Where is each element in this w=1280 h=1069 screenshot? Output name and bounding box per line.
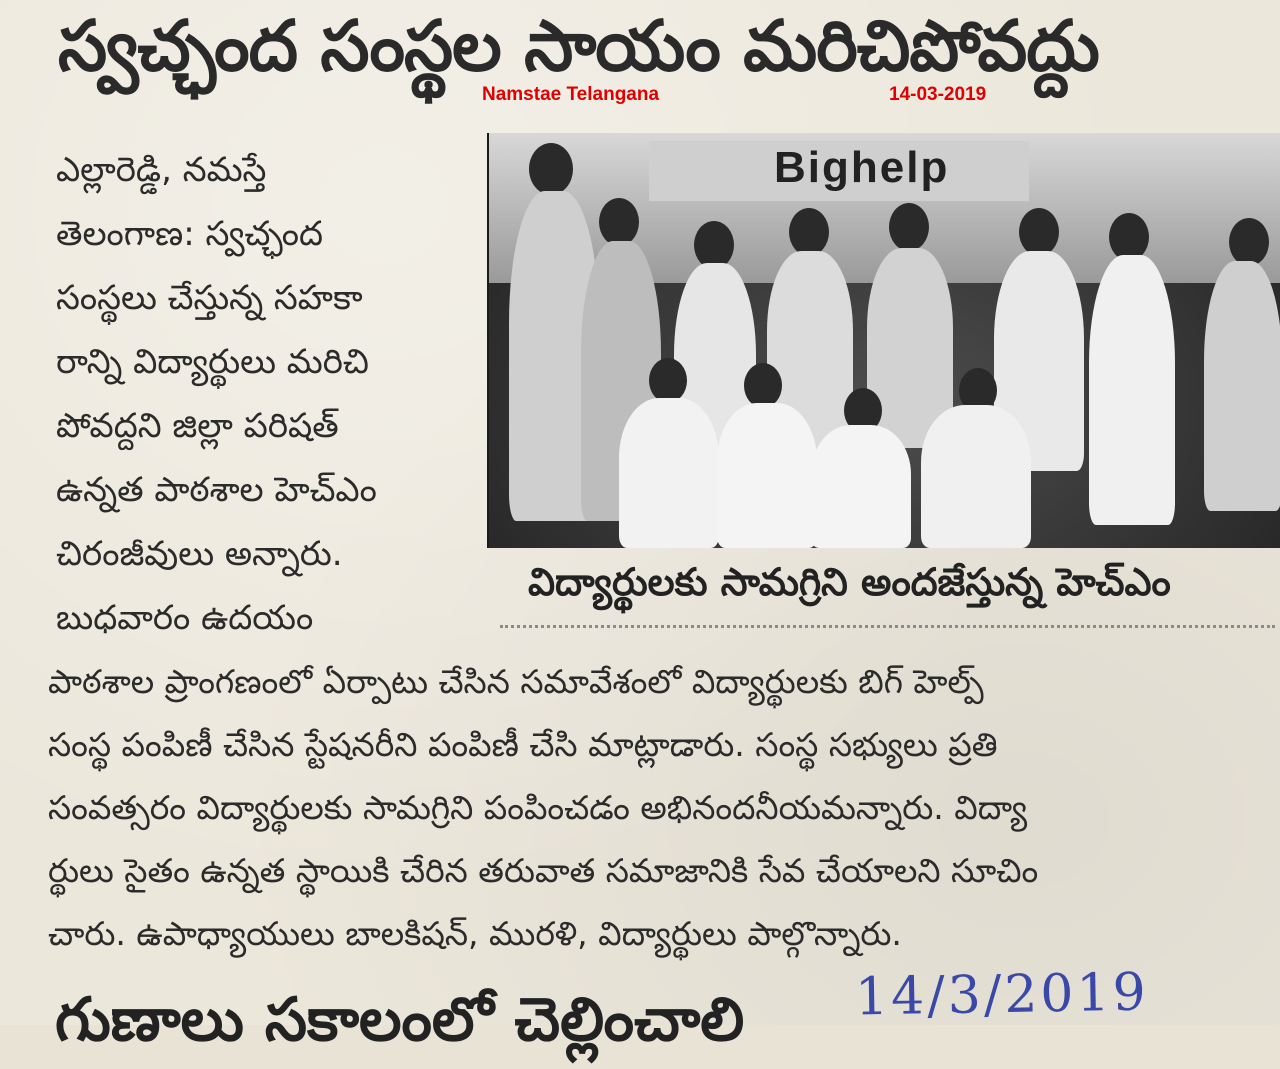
next-article-headline: గుణాలు సకాలంలో చెల్లించాలి	[55, 985, 745, 1055]
figure-body	[921, 405, 1031, 548]
figure-head	[1229, 218, 1269, 266]
figure-head	[1019, 208, 1059, 256]
divider-dots	[500, 625, 1275, 628]
body-line: సంవత్సరం విద్యార్థులకు సామగ్రిని పంపించడం అభినందనీయమన్నారు. విద్యా	[48, 788, 1028, 827]
figure-body	[619, 398, 719, 548]
source-label: Namstae Telangana	[482, 84, 660, 105]
figure-head	[1109, 213, 1149, 261]
article-headline: స్వచ్ఛంద సంస్థల సాయం మరిచిపోవద్దు	[58, 5, 1099, 87]
column-line: తెలంగాణ: స్వచ్ఛంద	[56, 214, 323, 254]
column-line: పోవద్దని జిల్లా పరిషత్	[56, 406, 339, 446]
column-line: చిరంజీవులు అన్నారు.	[56, 534, 343, 574]
column-line: బుధవారం ఉదయం	[56, 598, 314, 638]
column-line: ఉన్నత పాఠశాల హెచ్ఎం	[56, 470, 377, 510]
figure-head	[789, 208, 829, 256]
figure-body	[811, 425, 911, 548]
figure-head	[649, 358, 687, 403]
figure-head	[744, 363, 782, 408]
body-line: పాఠశాల ప్రాంగణంలో ఏర్పాటు చేసిన సమావేశంలో విద్యార్థులకు బిగ్ హెల్ప్	[48, 662, 984, 701]
photo-caption: విద్యార్థులకు సామగ్రిని అందజేస్తున్న హెచ్ఎం	[528, 560, 1171, 604]
date-label: 14-03-2019	[889, 84, 987, 105]
figure-body	[1204, 261, 1280, 511]
article-body	[48, 650, 1280, 965]
body-line: సంస్థ పంపిణీ చేసిన స్టేషనరీని పంపిణీ చేసి మాట్లాడారు. సంస్థ సభ్యులు ప్రతి	[48, 725, 998, 764]
figure-head	[599, 198, 639, 246]
figure-body	[717, 403, 817, 548]
column-line: రాన్ని విద్యార్థులు మరిచి	[56, 342, 369, 382]
article-photo	[487, 133, 1280, 548]
figure-head	[889, 203, 929, 251]
photo-banner-text: Bighelp	[774, 143, 950, 192]
figure-head	[529, 143, 573, 195]
body-line: ర్థులు సైతం ఉన్నత స్థాయికి చేరిన తరువాత సమాజానికి సేవ చేయాలని సూచిం	[48, 851, 1039, 890]
column-line: సంస్థలు చేస్తున్న సహకా	[56, 278, 363, 318]
figure-head	[694, 221, 734, 269]
figure-body	[1089, 255, 1175, 525]
handwritten-date: 14/3/2019	[854, 962, 1150, 1028]
body-line: చారు. ఉపాధ్యాయులు బాలకిషన్, మురళి, విద్యార్థులు పాల్గొన్నారు.	[48, 914, 902, 953]
article-column	[56, 138, 441, 650]
column-line: ఎల్లారెడ్డి, నమస్తే	[56, 150, 267, 190]
